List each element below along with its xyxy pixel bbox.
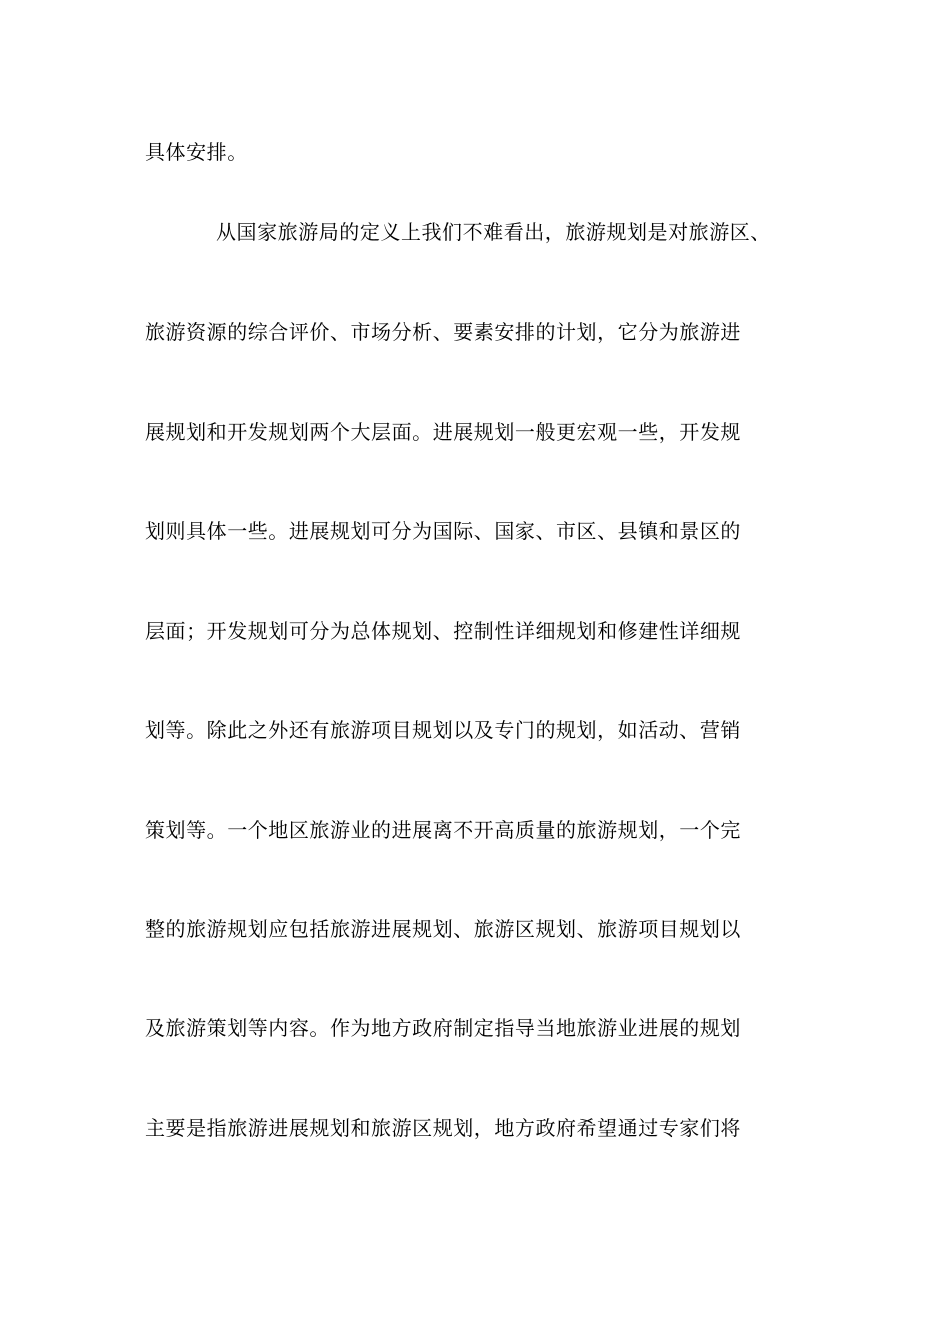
text-line-10: 及旅游策划等内容。作为地方政府制定指导当地旅游业进展的规划 [145,1016,741,1040]
text-line-5: 划则具体一些。进展规划可分为国际、国家、市区、县镇和景区的 [145,519,741,543]
text-line-4: 展规划和开发规划两个大层面。进展规划一般更宏观一些，开发规 [145,420,741,444]
text-line-2: 从国家旅游局的定义上我们不难看出，旅游规划是对旅游区、 [216,220,771,244]
text-line-9: 整的旅游规划应包括旅游进展规划、旅游区规划、旅游项目规划以 [145,917,741,941]
text-line-7: 划等。除此之外还有旅游项目规划以及专门的规划，如活动、营销 [145,718,741,742]
text-line-11: 主要是指旅游进展规划和旅游区规划，地方政府希望通过专家们将 [145,1116,741,1140]
text-line-6: 层面；开发规划可分为总体规划、控制性详细规划和修建性详细规 [145,619,741,643]
text-line-1: 具体安排。 [145,140,248,164]
text-line-8: 策划等。一个地区旅游业的进展离不开高质量的旅游规划，一个完 [145,818,741,842]
text-line-3: 旅游资源的综合评价、市场分析、要素安排的计划，它分为旅游进 [145,320,741,344]
